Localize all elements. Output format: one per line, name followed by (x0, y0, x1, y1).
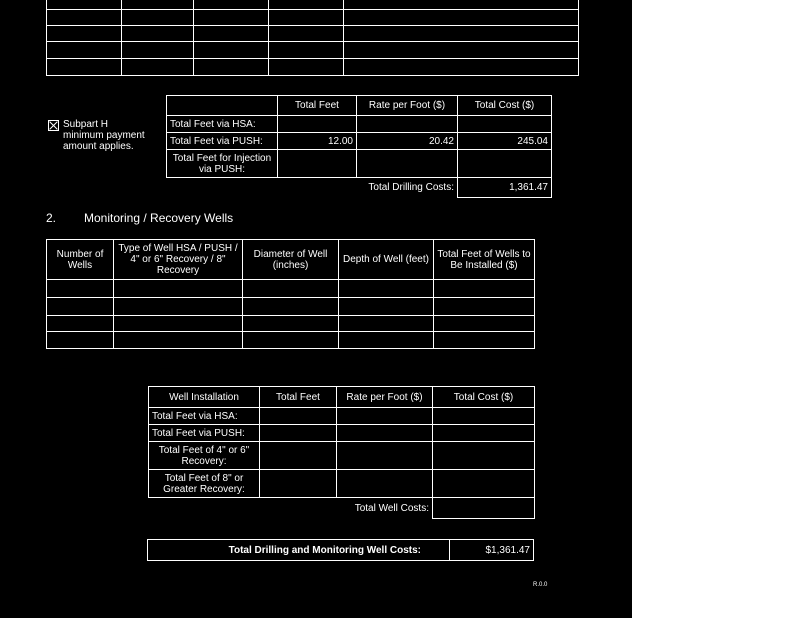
drilling-row-push-cost: 245.04 (458, 133, 552, 150)
footer-mark: R.0.0 (533, 582, 548, 588)
grand-total-table (147, 539, 534, 561)
wells-header-type: Type of Well HSA / PUSH / 4" or 6" Recovery / 8" Recovery (114, 240, 243, 280)
drilling-row-injection-rate (357, 150, 458, 178)
drilling-row-hsa-feet (278, 116, 357, 133)
drilling-header-total-feet: Total Feet (278, 96, 357, 116)
drilling-header-rate: Rate per Foot ($) (357, 96, 458, 116)
section-title: Monitoring / Recovery Wells (84, 211, 234, 225)
install-total-label: Total Well Costs: (260, 498, 433, 519)
wells-table (46, 239, 535, 349)
grand-total-value: $1,361.47 (450, 540, 534, 561)
install-header-label: Well Installation (149, 387, 260, 408)
wells-header-depth: Depth of Well (feet) (339, 240, 434, 280)
table-row (47, 280, 535, 298)
drilling-row-push-feet: 12.00 (278, 133, 357, 150)
well-installation-table (148, 386, 535, 519)
install-row-hsa-label: Total Feet via HSA: (149, 408, 260, 425)
install-row-push-label: Total Feet via PUSH: (149, 425, 260, 442)
wells-header-diameter: Diameter of Well (inches) (243, 240, 339, 280)
drilling-row-push-rate: 20.42 (357, 133, 458, 150)
install-header-total-feet: Total Feet (260, 387, 337, 408)
section-number: 2. (46, 211, 57, 225)
grand-total-label: Total Drilling and Monitoring Well Costs: (148, 540, 450, 561)
checked-checkbox-icon[interactable] (48, 120, 59, 131)
drilling-row-injection-cost (458, 150, 552, 178)
drilling-total-value: 1,361.47 (458, 178, 552, 198)
drilling-row-push-label: Total Feet via PUSH: (167, 133, 278, 150)
wells-header-total-feet: Total Feet of Wells to Be Installed ($) (434, 240, 535, 280)
subpart-line-1: Subpart H (63, 119, 109, 130)
install-total-value (433, 498, 535, 519)
wells-header-number: Number of Wells (47, 240, 114, 280)
drilling-header-blank (167, 96, 278, 116)
install-row-recovery-8-label: Total Feet of 8" or Greater Recovery: (149, 470, 260, 498)
drilling-row-injection-label: Total Feet for Injection via PUSH: (167, 150, 278, 178)
install-row-recovery-4-6-label: Total Feet of 4" or 6" Recovery: (149, 442, 260, 470)
subpart-line-2: minimum payment (63, 130, 145, 141)
drilling-total-label: Total Drilling Costs: (278, 178, 458, 198)
install-header-cost: Total Cost ($) (433, 387, 535, 408)
drilling-row-hsa-cost (458, 116, 552, 133)
subpart-line-3: amount applies. (63, 141, 134, 152)
drilling-row-injection-feet (278, 150, 357, 178)
drilling-row-hsa-rate (357, 116, 458, 133)
table-row (47, 316, 535, 332)
drilling-row-hsa-label: Total Feet via HSA: (167, 116, 278, 133)
table-row (47, 332, 535, 349)
drilling-cost-table (166, 95, 552, 198)
install-header-rate: Rate per Foot ($) (337, 387, 433, 408)
top-grid-table (46, 0, 579, 76)
table-row (47, 298, 535, 316)
section-heading (46, 211, 234, 225)
drilling-header-cost: Total Cost ($) (458, 96, 552, 116)
subpart-note (48, 119, 145, 152)
